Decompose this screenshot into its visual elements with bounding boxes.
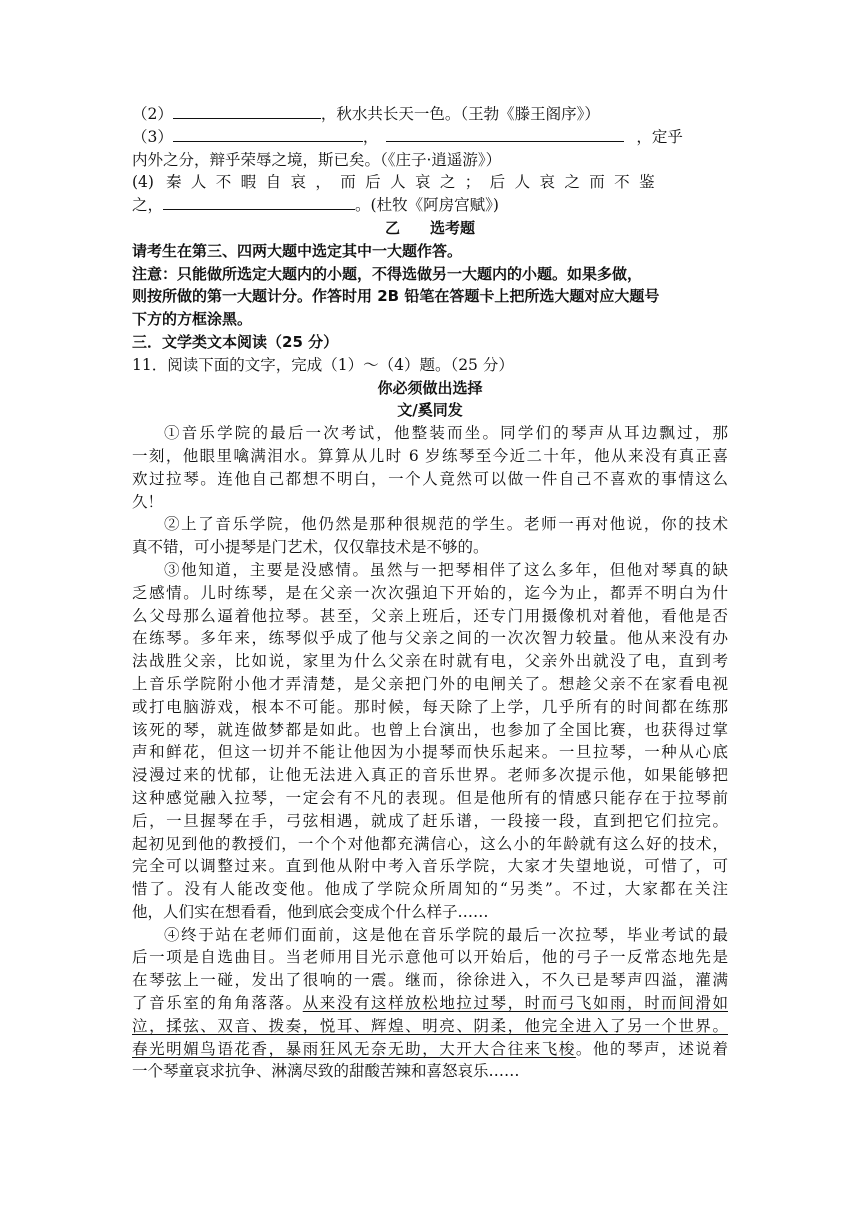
paragraph-line: ①音乐学院的最后一次考试，他整装而坐。同学们的琴声从耳边飘过，那 — [164, 424, 728, 443]
note-line: 下方的方框涂黑。 — [132, 310, 253, 329]
question-text: ， — [362, 127, 379, 146]
paragraph-line: 声和鲜花，但这一切并不能让他因为小提琴而快乐起来。一旦拉琴，一种从心底 — [132, 743, 728, 762]
paragraph-line: 或打电脑游戏，根本不可能。那时候，每天除了上学，几乎所有的时间都在练那 — [132, 697, 728, 716]
paragraph-line: 该死的琴，就连做梦都是如此。也曾上台演出，也参加了全国比赛，也获得过掌 — [132, 720, 728, 739]
question-11: 11．阅读下面的文字，完成（1）～（4）题。（25 分） — [132, 355, 514, 374]
question-text: 内外之分，辩乎荣辱之境，斯已矣。（《庄子·逍遥游》） — [132, 150, 502, 169]
paragraph-line: 一个琴童哀求抗争、淋漓尽致的甜酸苦辣和喜怒哀乐…… — [132, 1062, 520, 1081]
paragraph-line: 真不错，可小提琴是门艺术，仅仅靠技术是不够的。 — [132, 538, 489, 557]
section-title: 乙 选考题 — [384, 218, 475, 237]
paragraph-line: 么父母那么逼着他拉琴。甚至，父亲上班后，还专门用摄像机对着他，看他是否 — [132, 606, 728, 625]
paragraph-line: 后一项是自选曲目。当老师用目光示意他可以开始后，他的弓子一反常态地先是 — [132, 948, 728, 967]
question-number: (4) — [132, 173, 154, 192]
question-2 — [132, 103, 728, 126]
paragraph-line: 久！ — [132, 492, 164, 511]
note-line: 注意：只能做所选定大题内的小题，不得选做另一大题内的小题。如果多做， — [132, 264, 643, 283]
answer-blank[interactable] — [173, 127, 363, 142]
question-4 — [132, 171, 728, 194]
question-text: ，秋水共长天一色。（王勃《滕王阁序》） — [320, 105, 600, 123]
plain-text: 。他的琴声，述说着 — [575, 1039, 728, 1058]
answer-blank[interactable] — [163, 195, 355, 210]
answer-blank[interactable] — [386, 127, 624, 142]
question-number: （3） — [132, 127, 173, 146]
paragraph-line: 一刻，他眼里噙满泪水。算算从儿时 6 岁练琴至今近二十年，他从来没有真正喜 — [132, 446, 728, 465]
document-body — [132, 103, 728, 1083]
question-text: ，定乎 — [636, 127, 683, 146]
underlined-text: 春光明媚鸟语花香，暴雨狂风无奈无助，大开大合往来飞梭 — [132, 1039, 576, 1058]
underlined-text: 从来没有这样放松地拉过琴，时而弓飞如雨，时而间滑如 — [302, 994, 728, 1013]
paragraph-line: 他，人们实在想看看，他到底会变成个什么样子…… — [132, 902, 489, 921]
instruction: 请考生在第三、四两大题中选定其中一大题作答。 — [132, 241, 463, 260]
paragraph-line: 起初见到他的教授们，一个个对他都充满信心，这么小的年龄就有这么好的技术， — [132, 834, 728, 853]
plain-text: 了音乐室的角角落落。 — [132, 994, 303, 1013]
article-title: 你必须做出选择 — [377, 378, 483, 397]
paragraph-line — [132, 1015, 728, 1038]
paragraph-line: 乏感情。儿时练琴，是在父亲一次次强迫下开始的，迄今为止，都弄不明白为什 — [132, 583, 728, 602]
question-4-line2 — [132, 194, 728, 217]
paragraph-line: 后，一旦握琴在手，弓弦相遇，就成了赶乐谱，一段接一段，直到把它们拉完。 — [132, 811, 728, 830]
question-number: （2） — [132, 105, 173, 123]
question-text: 之， — [132, 196, 164, 215]
paragraph-line: 欢过拉琴。连他自己都想不明白，一个人竟然可以做一件自己不喜欢的事情这么 — [132, 469, 728, 488]
underlined-text: 泣，揉弦、双音、拨奏，悦耳、辉煌、明亮、阴柔，他完全进入了另一个世界。 — [132, 1016, 728, 1035]
article-author: 文/奚同发 — [397, 401, 463, 420]
paragraph-line: 在练琴。多年来，练琴似乎成了他与父亲之间的一次次智力较量。他从来没有办 — [132, 629, 728, 648]
paragraph-line: 法战胜父亲，比如说，家里为什么父亲在时就有电，父亲外出就没了电，直到考 — [132, 652, 728, 671]
paragraph-line: 浸漫过来的忧郁，让他无法进入真正的音乐世界。老师多次提示他，如果能够把 — [132, 766, 728, 785]
question-text: 秦人不暇自哀，而后人哀之；后人哀之而不鉴 — [165, 173, 664, 192]
paragraph-line: 在琴弦上一碰，发出了很响的一震。继而，徐徐进入，不久已是琴声四溢，灌满 — [132, 971, 728, 990]
question-text: 。(杜牧《阿房宫赋》) — [355, 196, 499, 215]
note-line: 则按所做的第一大题计分。作答时用 2B 铅笔在答题卡上把所选大题对应大题号 — [132, 287, 660, 306]
paragraph-line: 惜了。没有人能改变他。他成了学院众所周知的“另类”。不过，大家都在关注 — [132, 880, 728, 899]
paragraph-line — [132, 992, 728, 1015]
paragraph-line — [132, 1038, 728, 1061]
paragraph-line: ④终于站在老师们面前，这是他在音乐学院的最后一次拉琴，毕业考试的最 — [164, 925, 728, 944]
question-3 — [132, 126, 728, 149]
paragraph-line: ②上了音乐学院，他仍然是那种很规范的学生。老师一再对他说，你的技术 — [164, 515, 728, 534]
paragraph-line: 完全可以调整过来。直到他从附中考入音乐学院，大家才失望地说，可惜了，可 — [132, 857, 728, 876]
answer-blank[interactable] — [173, 104, 321, 119]
paragraph-line: 这种感觉融入拉琴，一定会有不凡的表现。但是他所有的情感只能存在于拉琴前 — [132, 788, 728, 807]
paragraph-line: 上音乐学院附小他才弄清楚，是父亲把门外的电闸关了。想趁父亲不在家看电视 — [132, 674, 728, 693]
paragraph-line: ③他知道，主要是没感情。虽然与一把琴相伴了这么多年，但他对琴真的缺 — [164, 560, 728, 579]
section-heading: 三．文学类文本阅读（25 分） — [132, 332, 339, 351]
